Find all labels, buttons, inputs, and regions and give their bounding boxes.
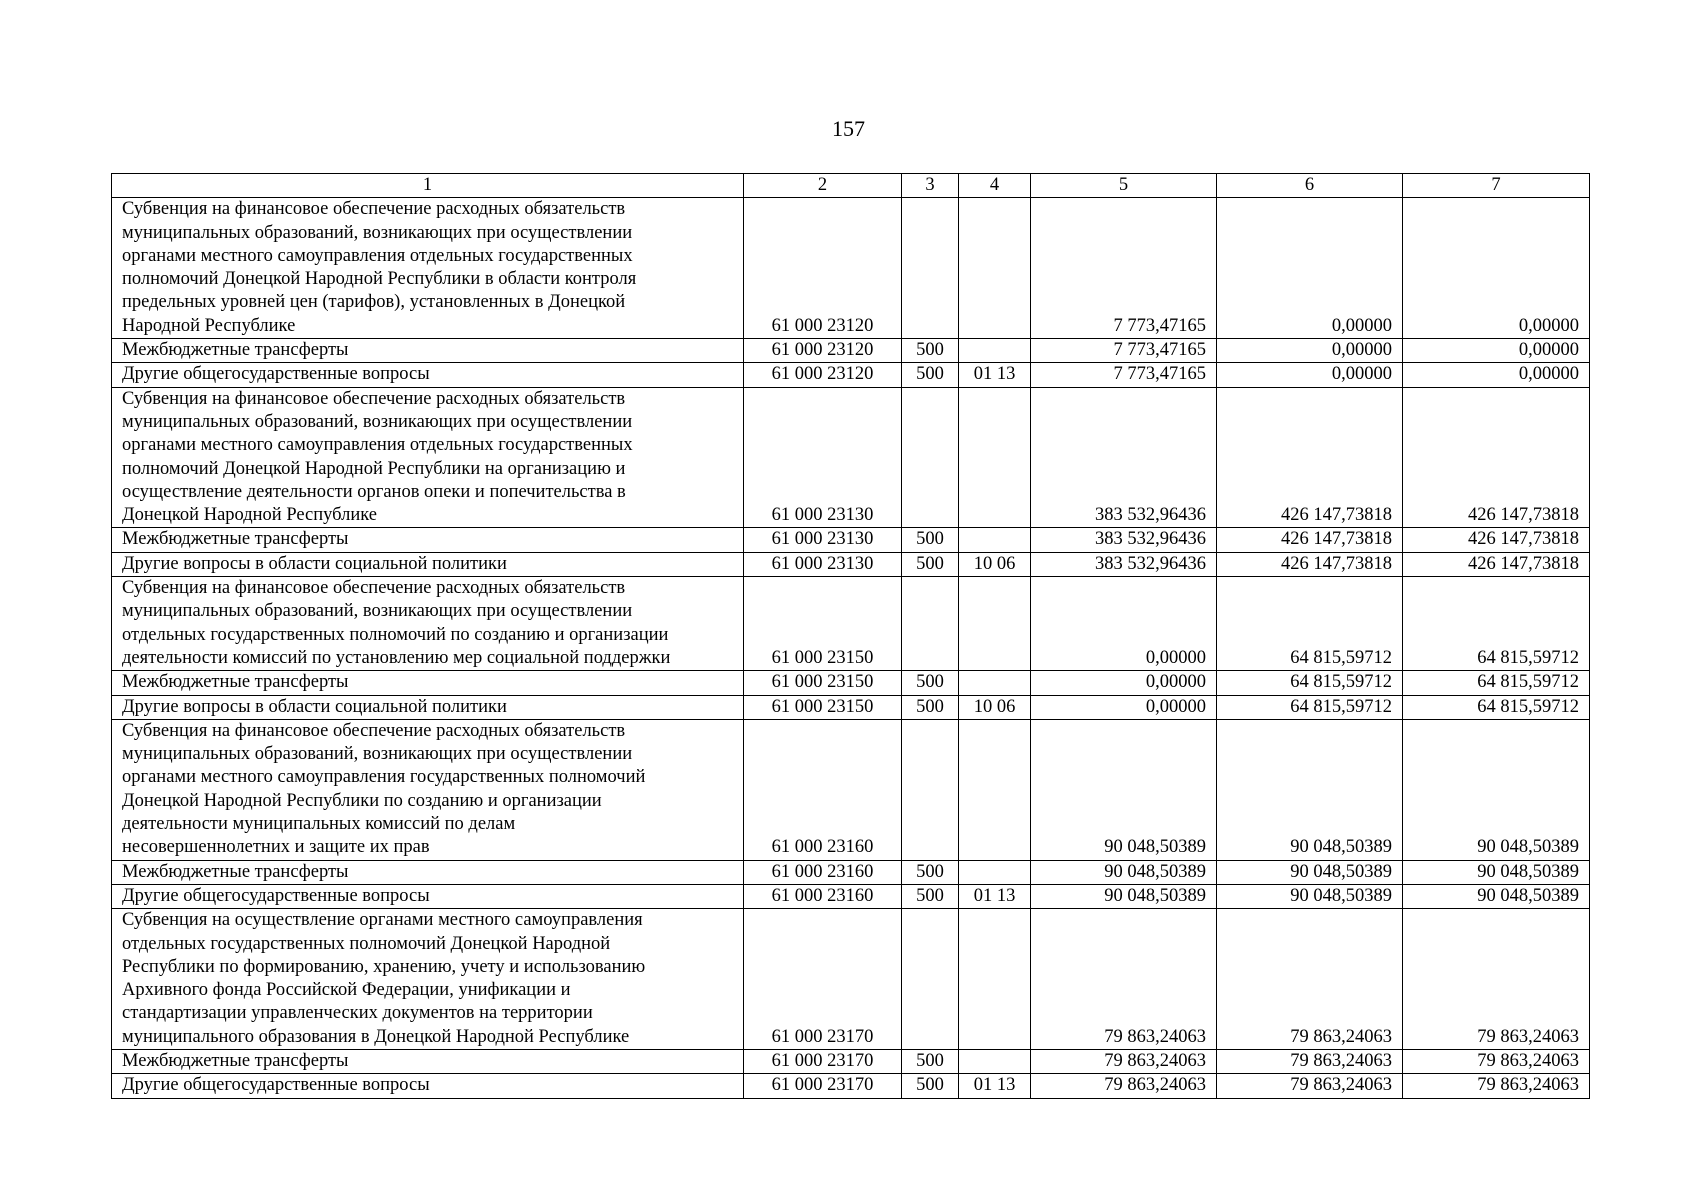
expense-type-cell: [902, 909, 959, 1050]
expense-type-cell: 500: [902, 528, 959, 552]
section-cell: [959, 528, 1031, 552]
amount-col6-cell: 64 815,59712: [1217, 671, 1403, 695]
section-cell: [959, 198, 1031, 339]
column-header: 1: [112, 174, 744, 198]
section-cell: 01 13: [959, 363, 1031, 387]
expense-type-cell: 500: [902, 695, 959, 719]
target-article-cell: 61 000 23170: [744, 1074, 902, 1098]
amount-col7-cell: 90 048,50389: [1403, 884, 1590, 908]
row-name-line: муниципальных образований, возникающих при осуществлении: [122, 601, 633, 622]
amount-col6-cell: 90 048,50389: [1217, 860, 1403, 884]
row-name-line: Другие общегосударственные вопросы: [122, 364, 430, 385]
expense-type-cell: [902, 387, 959, 528]
amount-col6-cell: 0,00000: [1217, 198, 1403, 339]
section-cell: [959, 671, 1031, 695]
row-name-cell: [112, 884, 744, 908]
amount-col7-cell: 79 863,24063: [1403, 1074, 1590, 1098]
row-name-line: отдельных государственных полномочий Донецкой Народной: [122, 933, 611, 954]
row-name-cell: [112, 577, 744, 671]
amount-col6-cell: 426 147,73818: [1217, 552, 1403, 576]
target-article-cell: 61 000 23120: [744, 198, 902, 339]
target-article-cell: 61 000 23160: [744, 860, 902, 884]
section-cell: [959, 860, 1031, 884]
section-cell: 01 13: [959, 1074, 1031, 1098]
amount-col7-cell: 426 147,73818: [1403, 528, 1590, 552]
expense-type-cell: 500: [902, 884, 959, 908]
row-name-line: Другие вопросы в области социальной политики: [122, 553, 507, 574]
row-name-cell: [112, 339, 744, 363]
amount-col6-cell: 79 863,24063: [1217, 1074, 1403, 1098]
table-row: [112, 884, 1590, 908]
amount-col6-cell: 0,00000: [1217, 339, 1403, 363]
row-name-line: Республики по формированию, хранению, учету и использованию: [122, 956, 646, 977]
row-name-line: Субвенция на финансовое обеспечение расходных обязательств: [122, 720, 626, 741]
row-name-line: деятельности муниципальных комиссий по делам: [122, 814, 516, 835]
expense-type-cell: 500: [902, 671, 959, 695]
row-name-cell: [112, 528, 744, 552]
target-article-cell: 61 000 23170: [744, 1049, 902, 1073]
table-row: [112, 719, 1590, 860]
row-name-line: органами местного самоуправления отдельных государственных: [122, 435, 633, 456]
table-row: [112, 198, 1590, 339]
expense-type-cell: [902, 577, 959, 671]
row-name-line: полномочий Донецкой Народной Республики в области контроля: [122, 269, 637, 290]
row-name-line: органами местного самоуправления отдельных государственных: [122, 245, 633, 266]
table-row: [112, 387, 1590, 528]
amount-col6-cell: 90 048,50389: [1217, 719, 1403, 860]
row-name-cell: [112, 1074, 744, 1098]
amount-col7-cell: 79 863,24063: [1403, 909, 1590, 1050]
section-cell: [959, 339, 1031, 363]
amount-col5-cell: 7 773,47165: [1031, 339, 1217, 363]
row-name-line: Межбюджетные трансферты: [122, 340, 349, 361]
table-row: [112, 339, 1590, 363]
amount-col5-cell: 383 532,96436: [1031, 387, 1217, 528]
column-header: 7: [1403, 174, 1590, 198]
row-name-line: Другие вопросы в области социальной политики: [122, 696, 507, 717]
amount-col7-cell: 90 048,50389: [1403, 719, 1590, 860]
amount-col7-cell: 426 147,73818: [1403, 552, 1590, 576]
table-row: [112, 671, 1590, 695]
row-name-line: Субвенция на финансовое обеспечение расходных обязательств: [122, 578, 626, 599]
target-article-cell: 61 000 23170: [744, 909, 902, 1050]
row-name-line: Донецкой Народной Республики по созданию и организации: [122, 790, 602, 811]
table-row: [112, 1074, 1590, 1098]
table-row: [112, 363, 1590, 387]
row-name-line: Субвенция на финансовое обеспечение расходных обязательств: [122, 199, 626, 220]
row-name-line: Народной Республике: [122, 315, 296, 336]
row-name-cell: [112, 198, 744, 339]
target-article-cell: 61 000 23160: [744, 719, 902, 860]
section-cell: [959, 1049, 1031, 1073]
expense-type-cell: 500: [902, 552, 959, 576]
amount-col7-cell: 426 147,73818: [1403, 387, 1590, 528]
section-cell: [959, 577, 1031, 671]
amount-col6-cell: 79 863,24063: [1217, 1049, 1403, 1073]
row-name-line: Донецкой Народной Республике: [122, 505, 377, 526]
amount-col5-cell: 79 863,24063: [1031, 1049, 1217, 1073]
row-name-line: муниципальных образований, возникающих при осуществлении: [122, 411, 633, 432]
column-header: 3: [902, 174, 959, 198]
table-row: [112, 528, 1590, 552]
amount-col7-cell: 0,00000: [1403, 198, 1590, 339]
amount-col7-cell: 79 863,24063: [1403, 1049, 1590, 1073]
row-name-cell: [112, 363, 744, 387]
row-name-line: осуществление деятельности органов опеки и попечительства в: [122, 481, 626, 502]
expense-type-cell: 500: [902, 1049, 959, 1073]
target-article-cell: 61 000 23150: [744, 671, 902, 695]
amount-col6-cell: 64 815,59712: [1217, 695, 1403, 719]
row-name-line: предельных уровней цен (тарифов), установленных в Донецкой: [122, 292, 626, 313]
amount-col7-cell: 90 048,50389: [1403, 860, 1590, 884]
expense-type-cell: 500: [902, 860, 959, 884]
row-name-line: Другие общегосударственные вопросы: [122, 885, 430, 906]
row-name-line: муниципальных образований, возникающих при осуществлении: [122, 222, 633, 243]
row-name-line: отдельных государственных полномочий по созданию и организации: [122, 624, 669, 645]
table-row: [112, 860, 1590, 884]
amount-col5-cell: 0,00000: [1031, 695, 1217, 719]
row-name-line: Субвенция на финансовое обеспечение расходных обязательств: [122, 388, 626, 409]
table-row: [112, 695, 1590, 719]
amount-col5-cell: 0,00000: [1031, 577, 1217, 671]
row-name-line: Межбюджетные трансферты: [122, 861, 349, 882]
amount-col6-cell: 79 863,24063: [1217, 909, 1403, 1050]
row-name-cell: [112, 909, 744, 1050]
row-name-cell: [112, 387, 744, 528]
row-name-line: Межбюджетные трансферты: [122, 1050, 349, 1071]
row-name-line: полномочий Донецкой Народной Республики на организацию и: [122, 458, 626, 479]
amount-col7-cell: 0,00000: [1403, 339, 1590, 363]
row-name-cell: [112, 860, 744, 884]
column-number-row: [112, 174, 1590, 198]
row-name-line: муниципального образования в Донецкой Народной Республике: [122, 1026, 630, 1047]
row-name-line: Межбюджетные трансферты: [122, 529, 349, 550]
row-name-line: несовершеннолетних и защите их прав: [122, 837, 430, 858]
amount-col6-cell: 90 048,50389: [1217, 884, 1403, 908]
amount-col6-cell: 64 815,59712: [1217, 577, 1403, 671]
amount-col5-cell: 383 532,96436: [1031, 528, 1217, 552]
section-cell: [959, 387, 1031, 528]
amount-col5-cell: 90 048,50389: [1031, 860, 1217, 884]
table-row: [112, 577, 1590, 671]
target-article-cell: 61 000 23130: [744, 528, 902, 552]
expense-type-cell: [902, 719, 959, 860]
row-name-line: стандартизации управленческих документов на территории: [122, 1003, 593, 1024]
row-name-cell: [112, 1049, 744, 1073]
table-row: [112, 1049, 1590, 1073]
amount-col6-cell: 426 147,73818: [1217, 528, 1403, 552]
budget-table: [111, 173, 1590, 1099]
amount-col6-cell: 0,00000: [1217, 363, 1403, 387]
row-name-cell: [112, 719, 744, 860]
amount-col5-cell: 0,00000: [1031, 671, 1217, 695]
table-body: [112, 174, 1590, 1099]
target-article-cell: 61 000 23130: [744, 387, 902, 528]
table-row: [112, 552, 1590, 576]
amount-col7-cell: 64 815,59712: [1403, 577, 1590, 671]
target-article-cell: 61 000 23160: [744, 884, 902, 908]
section-cell: [959, 719, 1031, 860]
target-article-cell: 61 000 23120: [744, 339, 902, 363]
section-cell: 10 06: [959, 552, 1031, 576]
table-row: [112, 909, 1590, 1050]
row-name-line: Межбюджетные трансферты: [122, 672, 349, 693]
section-cell: [959, 909, 1031, 1050]
page-number: 157: [832, 116, 865, 141]
row-name-cell: [112, 671, 744, 695]
row-name-line: деятельности комиссий по установлению мер социальной поддержки: [122, 647, 671, 668]
target-article-cell: 61 000 23120: [744, 363, 902, 387]
target-article-cell: 61 000 23150: [744, 695, 902, 719]
row-name-cell: [112, 695, 744, 719]
row-name-line: Субвенция на осуществление органами местного самоуправления: [122, 910, 643, 931]
target-article-cell: 61 000 23150: [744, 577, 902, 671]
amount-col5-cell: 79 863,24063: [1031, 1074, 1217, 1098]
column-header: 4: [959, 174, 1031, 198]
row-name-line: Другие общегосударственные вопросы: [122, 1075, 430, 1096]
row-name-line: органами местного самоуправления государственных полномочий: [122, 767, 646, 788]
section-cell: 10 06: [959, 695, 1031, 719]
amount-col5-cell: 383 532,96436: [1031, 552, 1217, 576]
row-name-cell: [112, 552, 744, 576]
amount-col5-cell: 90 048,50389: [1031, 719, 1217, 860]
row-name-line: Архивного фонда Российской Федерации, унификации и: [122, 980, 571, 1001]
expense-type-cell: 500: [902, 363, 959, 387]
target-article-cell: 61 000 23130: [744, 552, 902, 576]
amount-col5-cell: 79 863,24063: [1031, 909, 1217, 1050]
row-name-line: муниципальных образований, возникающих при осуществлении: [122, 744, 633, 765]
amount-col5-cell: 90 048,50389: [1031, 884, 1217, 908]
amount-col7-cell: 0,00000: [1403, 363, 1590, 387]
expense-type-cell: 500: [902, 1074, 959, 1098]
column-header: 6: [1217, 174, 1403, 198]
amount-col7-cell: 64 815,59712: [1403, 671, 1590, 695]
column-header: 2: [744, 174, 902, 198]
section-cell: 01 13: [959, 884, 1031, 908]
amount-col5-cell: 7 773,47165: [1031, 198, 1217, 339]
column-header: 5: [1031, 174, 1217, 198]
expense-type-cell: 500: [902, 339, 959, 363]
amount-col5-cell: 7 773,47165: [1031, 363, 1217, 387]
amount-col6-cell: 426 147,73818: [1217, 387, 1403, 528]
expense-type-cell: [902, 198, 959, 339]
amount-col7-cell: 64 815,59712: [1403, 695, 1590, 719]
